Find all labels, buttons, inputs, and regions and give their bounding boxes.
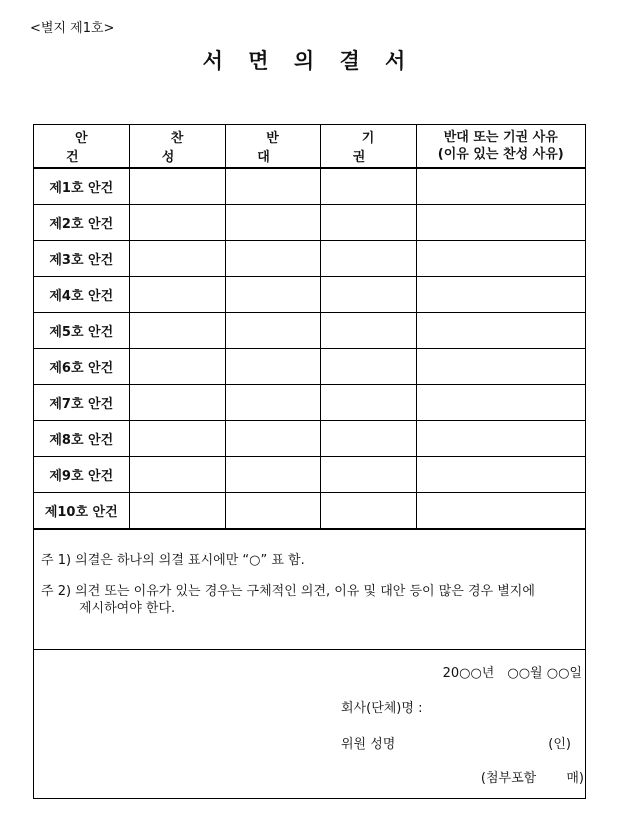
agenda-cell: 제2호 안건 xyxy=(34,205,129,241)
abstain-cell[interactable] xyxy=(320,457,416,493)
seal-mark: (인) xyxy=(548,737,571,752)
oppose-cell[interactable] xyxy=(225,349,320,385)
abstain-cell[interactable] xyxy=(320,205,416,241)
approve-cell[interactable] xyxy=(129,493,225,529)
abstain-cell[interactable] xyxy=(320,168,416,205)
note-2-line1: 주 2) 의견 또는 이유가 있는 경우는 구체적인 의견, 이유 및 대안 등이 많은 경우 별지에 xyxy=(41,584,535,599)
oppose-cell[interactable] xyxy=(225,493,320,529)
member-name-label: 위원 성명 xyxy=(341,737,396,752)
document-title: 서 면 의 결 서 xyxy=(202,48,415,73)
agenda-cell: 제9호 안건 xyxy=(34,457,129,493)
reason-cell[interactable] xyxy=(416,205,585,241)
oppose-cell[interactable] xyxy=(225,385,320,421)
agenda-cell: 제10호 안건 xyxy=(34,493,129,529)
abstain-cell[interactable] xyxy=(320,313,416,349)
table-row xyxy=(34,205,585,241)
attachment-label: <별지 제1호> xyxy=(30,21,115,36)
table-header-row xyxy=(34,125,585,168)
vote-table xyxy=(34,125,585,529)
table-row xyxy=(34,241,585,277)
agenda-cell: 제4호 안건 xyxy=(34,277,129,313)
approve-cell[interactable] xyxy=(129,241,225,277)
header-agenda: 안 건 xyxy=(34,125,129,168)
agenda-cell: 제6호 안건 xyxy=(34,349,129,385)
table-row xyxy=(34,421,585,457)
company-name-label: 회사(단체)명 : xyxy=(341,701,423,716)
attachment-count: (첨부포함 매) xyxy=(480,771,584,786)
table-row xyxy=(34,168,585,205)
approve-cell[interactable] xyxy=(129,168,225,205)
notes-section xyxy=(34,529,585,649)
oppose-cell[interactable] xyxy=(225,313,320,349)
agenda-cell: 제7호 안건 xyxy=(34,385,129,421)
reason-cell[interactable] xyxy=(416,168,585,205)
signature-section xyxy=(34,649,585,795)
oppose-cell[interactable] xyxy=(225,205,320,241)
approve-cell[interactable] xyxy=(129,349,225,385)
approve-cell[interactable] xyxy=(129,205,225,241)
header-approve: 찬 성 xyxy=(129,125,225,168)
agenda-cell: 제1호 안건 xyxy=(34,168,129,205)
note-2-line2: 제시하여야 한다. xyxy=(79,601,176,616)
table-row xyxy=(34,493,585,529)
header-reason-line2: (이유 있는 찬성 사유) xyxy=(437,147,564,162)
reason-cell[interactable] xyxy=(416,241,585,277)
approve-cell[interactable] xyxy=(129,277,225,313)
header-abstain: 기 권 xyxy=(320,125,416,168)
resolution-form xyxy=(33,124,586,799)
oppose-cell[interactable] xyxy=(225,168,320,205)
approve-cell[interactable] xyxy=(129,457,225,493)
approve-cell[interactable] xyxy=(129,313,225,349)
oppose-cell[interactable] xyxy=(225,241,320,277)
abstain-cell[interactable] xyxy=(320,241,416,277)
header-reason-line1: 반대 또는 기권 사유 xyxy=(443,130,558,145)
note-1: 주 1) 의결은 하나의 의결 표시에만 “○” 표 함. xyxy=(41,553,305,568)
oppose-cell[interactable] xyxy=(225,457,320,493)
header-oppose: 반 대 xyxy=(225,125,320,168)
reason-cell[interactable] xyxy=(416,313,585,349)
reason-cell[interactable] xyxy=(416,457,585,493)
table-row xyxy=(34,277,585,313)
abstain-cell[interactable] xyxy=(320,493,416,529)
date-line: 20○○년 ○○월 ○○일 xyxy=(442,666,582,681)
agenda-cell: 제8호 안건 xyxy=(34,421,129,457)
oppose-cell[interactable] xyxy=(225,277,320,313)
table-row xyxy=(34,313,585,349)
agenda-cell: 제5호 안건 xyxy=(34,313,129,349)
abstain-cell[interactable] xyxy=(320,349,416,385)
approve-cell[interactable] xyxy=(129,385,225,421)
agenda-cell: 제3호 안건 xyxy=(34,241,129,277)
reason-cell[interactable] xyxy=(416,349,585,385)
reason-cell[interactable] xyxy=(416,421,585,457)
reason-cell[interactable] xyxy=(416,493,585,529)
table-row xyxy=(34,349,585,385)
header-reason xyxy=(416,125,585,168)
table-row xyxy=(34,457,585,493)
abstain-cell[interactable] xyxy=(320,421,416,457)
abstain-cell[interactable] xyxy=(320,277,416,313)
abstain-cell[interactable] xyxy=(320,385,416,421)
table-row xyxy=(34,385,585,421)
approve-cell[interactable] xyxy=(129,421,225,457)
note-2 xyxy=(41,583,585,617)
reason-cell[interactable] xyxy=(416,385,585,421)
reason-cell[interactable] xyxy=(416,277,585,313)
oppose-cell[interactable] xyxy=(225,421,320,457)
